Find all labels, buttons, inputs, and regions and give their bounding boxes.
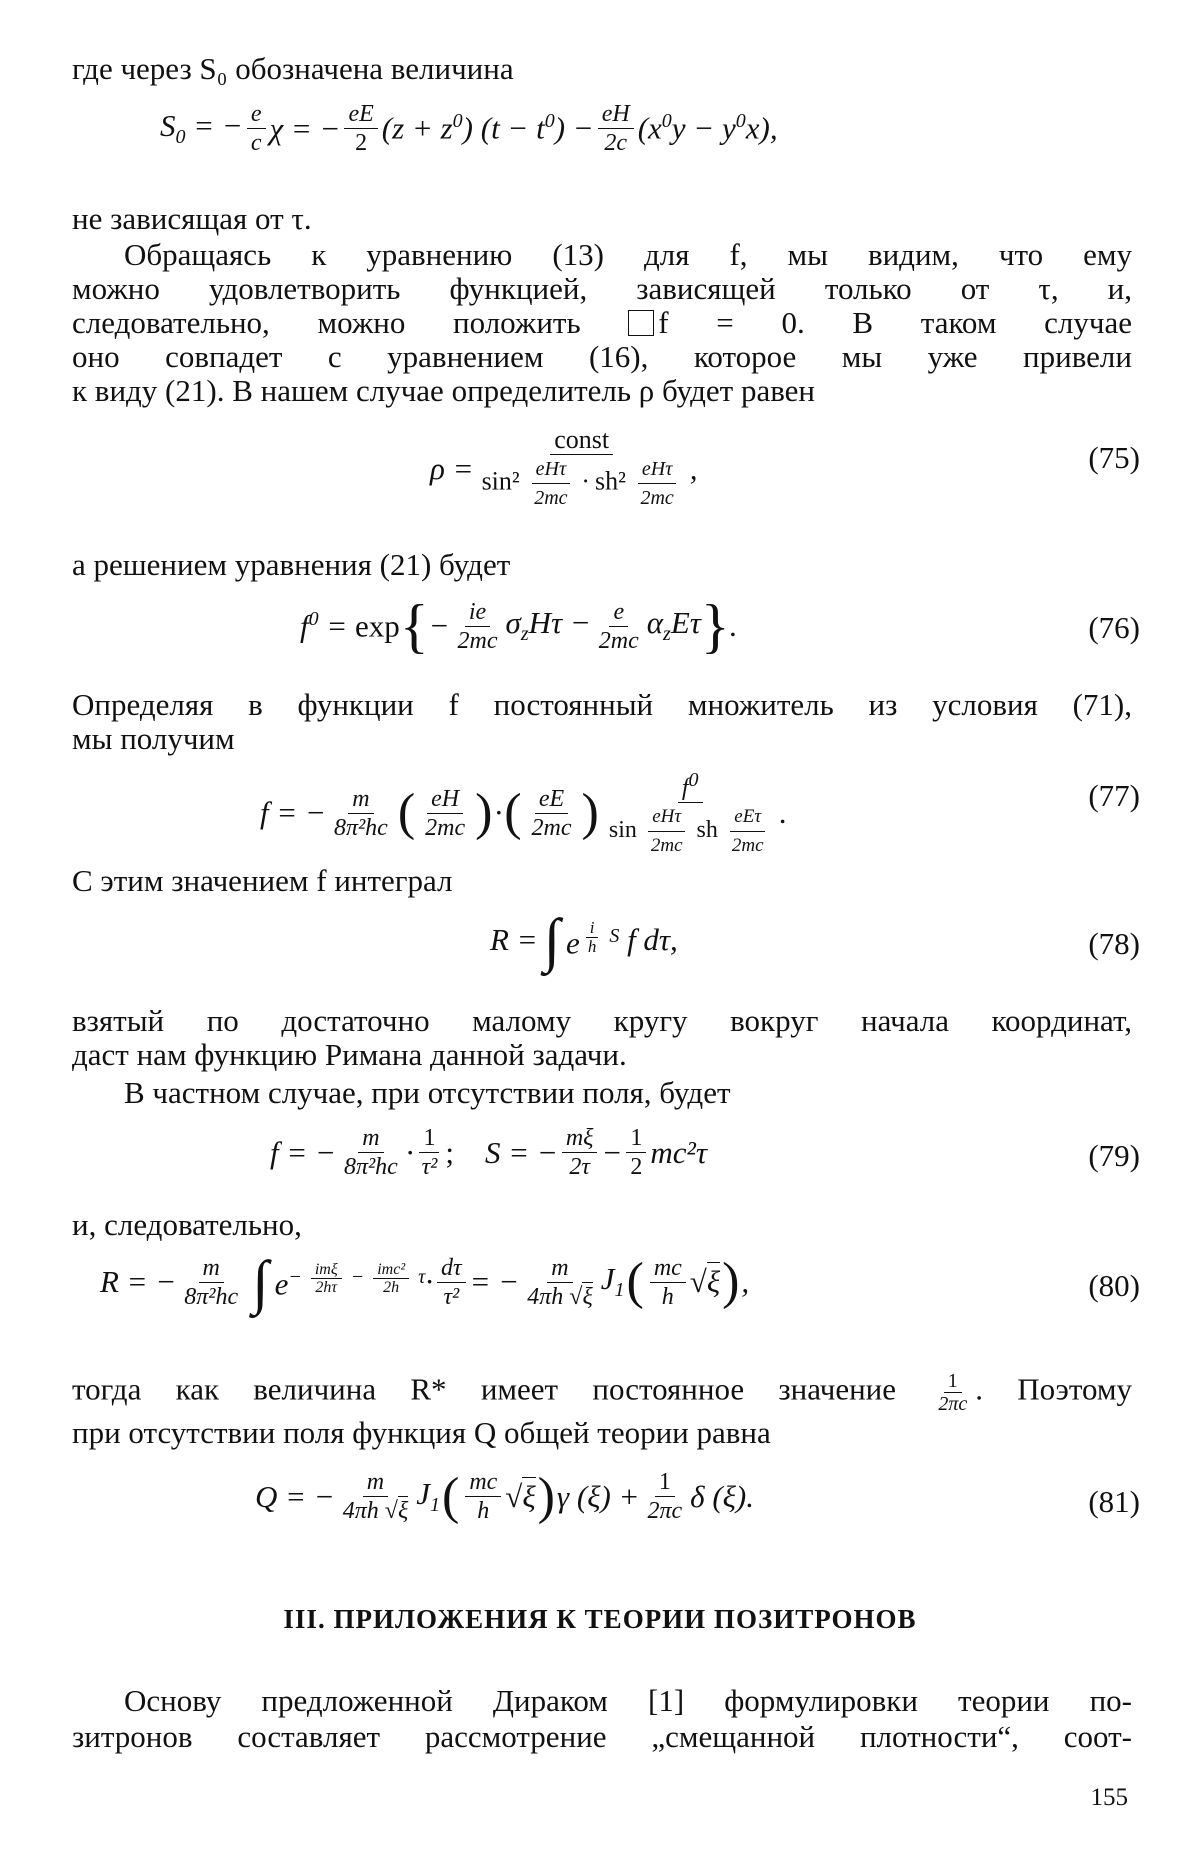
fraction: $\frac{eH}{2c}$ — [598, 100, 634, 157]
equation-81-body: Q = − $\frac{m}{4\pi h √\xi}$ $J_1$ ( $\frac{mc}{h}$ √ξ ) γ (ξ) + $\frac{1}{2\pi c}$ δ (ξ). — [255, 1467, 755, 1525]
text-line: мы получим — [72, 721, 235, 756]
text-line: где через S₀ обозначена величина — [72, 51, 514, 86]
fraction-denominator: sin² $\frac{\text{eHτ}}{2mc}$ · sh² $\frac{\text{eHτ}}{2mc}$ — [478, 455, 686, 512]
fraction: $\frac{e}{c}$ — [247, 100, 266, 157]
text-line: оно совпадет с уравнением (16), которое мы уже привели — [72, 339, 1132, 374]
equation-79-body: f = − $\frac{m}{\text{8π²hc}}$ · $\frac{1}{\text{τ²}}$ ; S = − $\frac{m\xi}{2\tau}$ − $\frac{1}{2}$ mc²τ — [270, 1125, 707, 1180]
equation-number: (78) — [1088, 926, 1140, 961]
equation-78-body: R = ∫ e $^{\frac{i}{h} S}$ f dτ, — [490, 907, 678, 973]
equation-s0-tail: $(x^0y - y^0x)$, — [637, 110, 778, 146]
text-line: зитронов составляет рассмотрение „смещанной плотности“, соот- — [72, 1719, 1132, 1754]
equation-77 — [0, 760, 1200, 856]
text-line: а решением уравнения (21) будет — [72, 547, 511, 582]
text-span: следовательно, можно положить — [72, 305, 581, 340]
text-span: тогда как величина R* имеет постоянное значение — [72, 1371, 897, 1407]
equation-81 — [0, 1460, 1200, 1550]
text-span: . Поэтому — [975, 1371, 1132, 1407]
text-line: даст нам функцию Римана данной задачи. — [72, 1037, 627, 1072]
equation-75-body — [430, 426, 698, 512]
text-line: Обращаясь к уравнению (13) для f, мы видим, что ему — [124, 237, 1132, 272]
text-line: при отсутствии поля функция Q общей теории равна — [72, 1415, 771, 1450]
equation-number: (81) — [1088, 1484, 1140, 1519]
text-line: не зависящая от τ. — [72, 201, 312, 236]
equation-number: (77) — [1088, 778, 1140, 813]
fraction — [478, 426, 686, 512]
text-line: и, следовательно, — [72, 1207, 302, 1242]
equation-79 — [0, 1118, 1200, 1208]
text-line: к виду (21). В нашем случае определитель ρ будет равен — [72, 373, 816, 408]
equation-80-body: R = − $\frac{m}{\text{8π²hc}}$ ∫ $e^{- \frac{\text{imξ}}{2h\tau} - \frac{\text{imc²}}{2h} \tau}$ · $\frac{d\tau}{\text{τ²}}$ = − $\frac{m}{4\pi h √\xi}$ $J_1$ ( $\frac{mc}{h}$ √ξ ) , — [100, 1249, 750, 1315]
page-number: 155 — [1090, 1784, 1128, 1811]
equation-75 — [0, 420, 1200, 510]
equation-76-body: $f^0 = \exp$ { − $\frac{ie}{2mc}$ $\sigma_zH\tau$ − $\frac{e}{2mc}$ $\alpha_zE\tau$ } . — [300, 593, 738, 659]
equation-s0-lhs: $S_0$ = − — [160, 107, 243, 149]
equation-s0-mid2: $(z + z^0)$ $(t - t^0)$ − — [381, 110, 594, 146]
equation-number: (76) — [1088, 610, 1140, 645]
equation-s0-mid: χ = − — [269, 110, 341, 146]
equation-77-body: f = − $\frac{m}{\text{8π²hc}}$ ( $\frac{eH}{2mc}$ ) · ( $\frac{eE}{2mc}$ ) $f^0$ sin $\frac{\text{eHτ}}{2mc}$ sh $\frac{\text{eEτ}}{2mc}$ . — [260, 766, 787, 860]
equation-80 — [0, 1244, 1200, 1334]
dalembert-box — [628, 310, 654, 336]
text-span: f = 0. В таком случае — [658, 305, 1132, 340]
text-line — [72, 1370, 1132, 1415]
fraction: $\frac{eE}{2}$ — [344, 100, 377, 157]
equation-number: (79) — [1088, 1138, 1140, 1173]
text-line: Основу предложенной Дираком [1] формулировки теории по- — [124, 1683, 1132, 1718]
equation-75-lhs: ρ = — [430, 451, 474, 486]
fraction-numerator: const — [550, 426, 613, 455]
text-line: В частном случае, при отсутствии поля, будет — [124, 1075, 731, 1110]
equation-number: (75) — [1088, 440, 1140, 475]
equation-number: (80) — [1088, 1268, 1140, 1303]
text-line: можно удовлетворить функцией, зависящей только от τ, и, — [72, 271, 1132, 306]
equation-s0-body — [160, 100, 778, 157]
section-heading: III. ПРИЛОЖЕНИЯ К ТЕОРИИ ПОЗИТРОНОВ — [283, 1604, 917, 1634]
text-line: Определяя в функции f постоянный множитель из условия (71), — [72, 687, 1132, 722]
text-line — [72, 304, 1132, 342]
equation-75-tail: , — [689, 451, 698, 486]
inline-fraction: $\frac{1}{2\pi c}$ — [938, 1370, 968, 1415]
text-line: взятый по достаточно малому кругу вокруг начала координат, — [72, 1003, 1132, 1038]
equation-76 — [0, 590, 1200, 680]
text-line: С этим значением f интеграл — [72, 863, 453, 898]
equation-s0 — [0, 90, 1200, 180]
equation-78 — [0, 906, 1200, 996]
